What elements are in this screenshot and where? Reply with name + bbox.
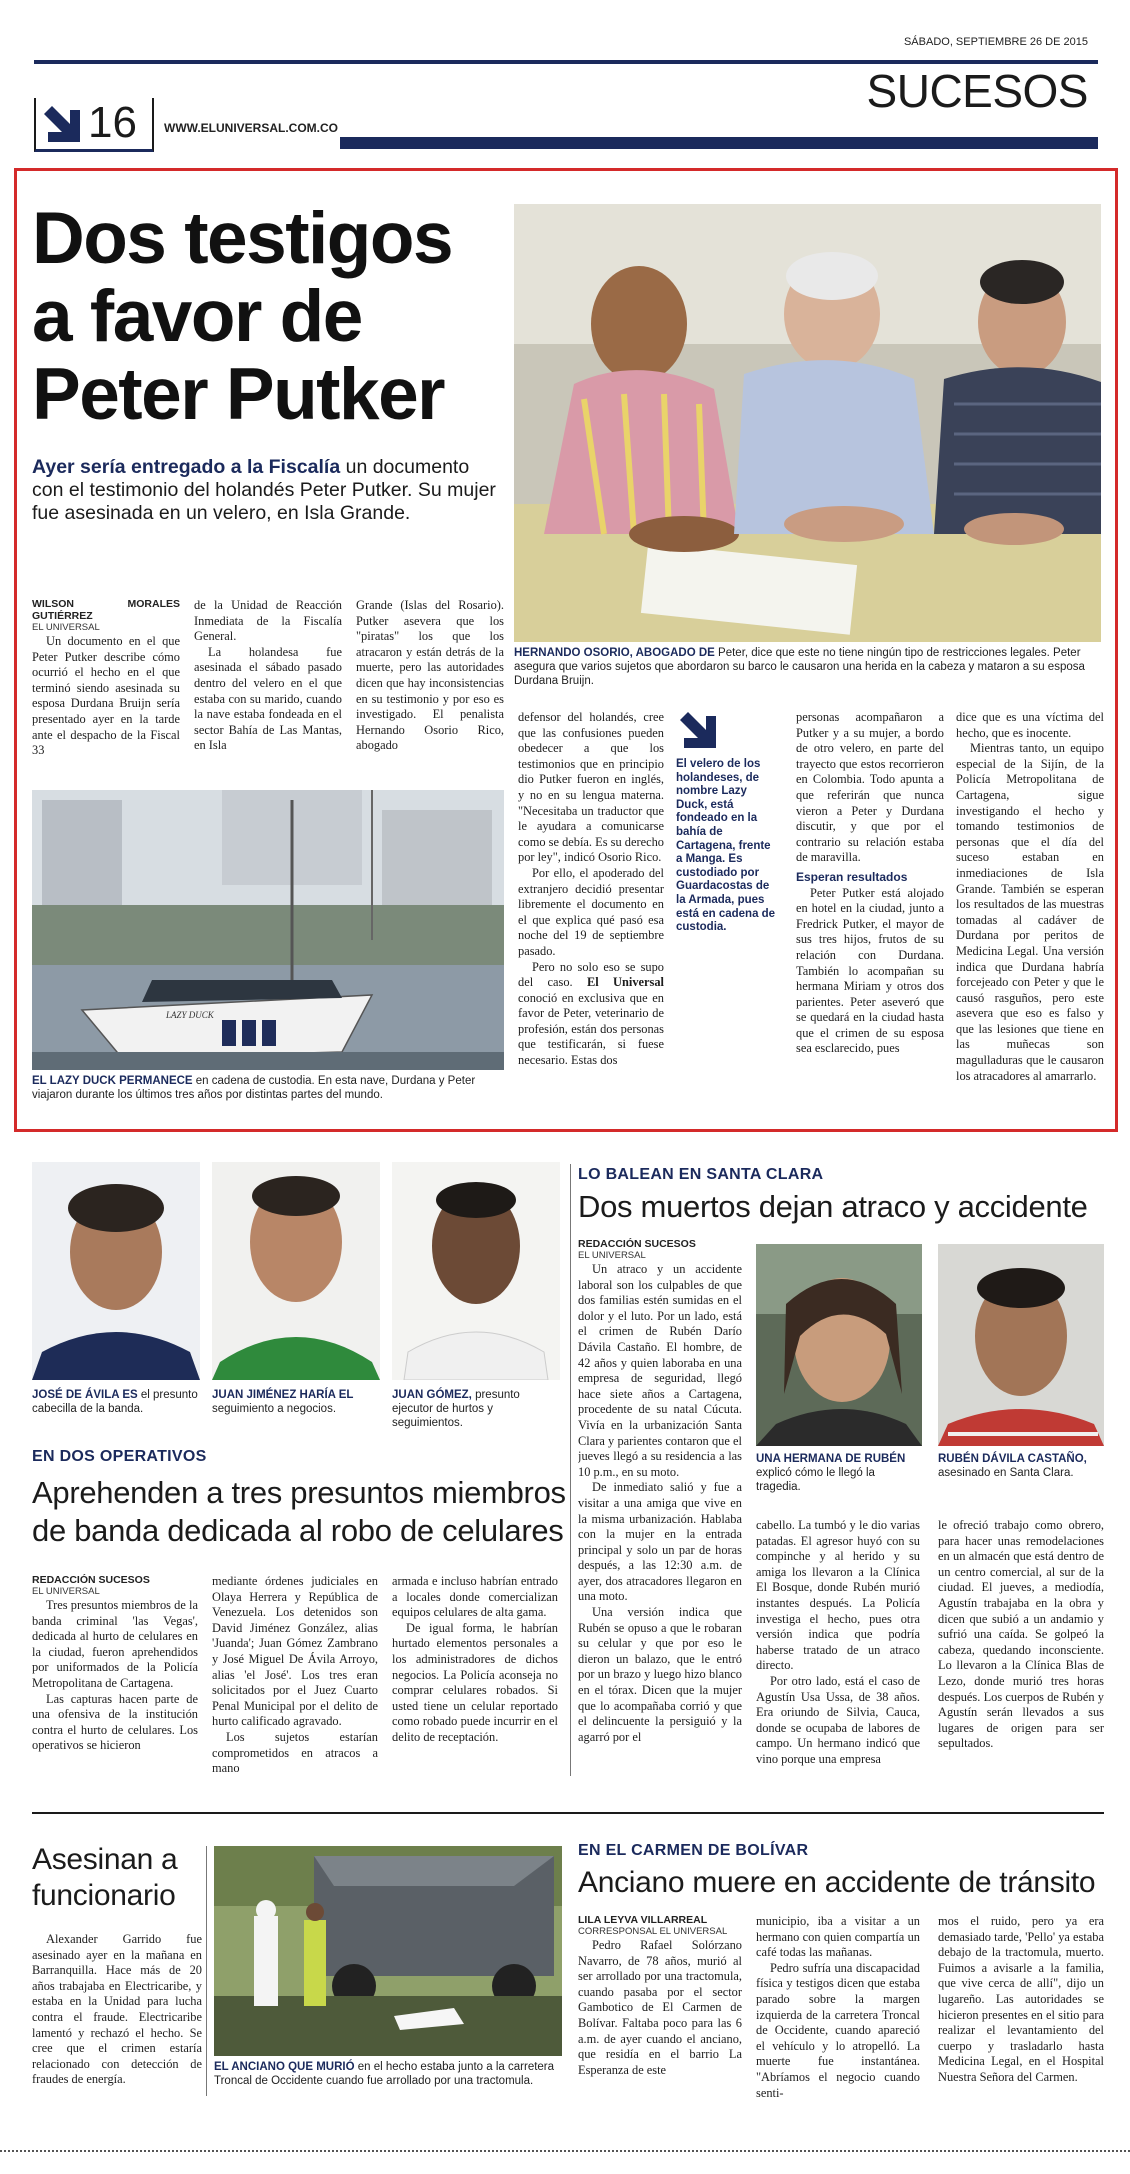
lead-col-3 <box>356 598 504 760</box>
carmen-bysource: CORRESPONSAL EL UNIVERSAL <box>578 1926 728 1937</box>
santa-clara-col-1 <box>578 1238 742 1778</box>
bottom-section-rule <box>32 1812 1104 1814</box>
sister-photo <box>756 1244 922 1446</box>
boat-name-label: LAZY DUCK <box>166 1010 214 1020</box>
mugshot-juan-jimenez <box>212 1162 380 1380</box>
ruben-photo-caption <box>938 1452 1104 1480</box>
lawyer-photo-caption <box>514 646 1100 688</box>
lead-col-4-text-c-pre: Pero no solo eso se supo del caso. <box>518 959 664 990</box>
lawyer-photo <box>514 204 1101 642</box>
accident-photo-caption <box>214 2060 562 2088</box>
lead-deck <box>32 456 502 525</box>
mugshot-caption-juan-gomez-text: presunto ejecutor de hurtos y seguimientos. <box>392 1389 520 1429</box>
mugshot-caption-jose <box>32 1388 200 1416</box>
santa-clara-col-3-text: le ofreció trabajo como obrero, para hacer unas remodelaciones en un almacén que está dentro de un centro comercial, al sur de la ciudad. El jueves, a mediodía, Agustín trabajaba en la obra y dicen que subió a un andamio y sufrió una caída. Se golpeó la cabeza, quedando inconsciente. Lo llevaron a la Clínica Blas de Lezo, donde murió tres horas después. Los cuerpos de Rubén y Agustín serán llevados a sus lugares de origen para ser sepultados. <box>938 1518 1104 1751</box>
mugshot-caption-jose-text: el presunto cabecilla de la banda. <box>32 1389 198 1415</box>
boat-caption-lead: EL LAZY DUCK PERMANECE <box>32 1075 193 1087</box>
lead-col-2 <box>194 598 342 760</box>
ruben-caption-lead: RUBÉN DÁVILA CASTAÑO, <box>938 1453 1087 1465</box>
page-number: 16 <box>88 98 137 147</box>
page-number-box <box>34 98 154 152</box>
website-url[interactable]: WWW.ELUNIVERSAL.COM.CO <box>164 121 338 135</box>
mugshot-caption-juan-jimenez <box>212 1388 380 1416</box>
sidebar-note-box <box>676 708 780 938</box>
gang-col-2 <box>212 1574 378 1792</box>
lead-col-1-text: Un documento en el que Peter Putker describe cómo ocurrió el hecho en el que terminó siendo asesinada su esposa Durdana Bruijn sería presentado ayer en la tarde ante el despacho de la Fiscal 33 <box>32 634 180 758</box>
ruben-caption-text: asesinado en Santa Clara. <box>938 1467 1074 1479</box>
gang-bysource: EL UNIVERSAL <box>32 1586 100 1597</box>
carmen-byline: LILA LEYVA VILLARREAL <box>578 1914 708 1926</box>
ruben-photo <box>938 1244 1104 1446</box>
carmen-col-2-text-b: Pedro sufría una discapacidad física y testigos dicen que estaba parado sobre la margen izquierda de la carretera Troncal de Occidente, cuando apareció el vehículo y lo atropelló. La muerte fue instantánea. "Abríamos el negocio cuando senti- <box>756 1960 920 2100</box>
gang-headline: Aprehenden a tres presuntos miembros de banda dedicada al robo de celulares <box>32 1475 566 1548</box>
lead-col-1 <box>32 598 180 760</box>
lead-col-2-text-b: La holandesa fue asesinada el sábado pasado dentro del velero en el que estaba con su marido, cuando la nave estaba fondeada en el sector Bahía de Las Mantas, en Isla <box>194 644 342 753</box>
mugshot-caption-juan-jimenez-lead: JUAN JIMÉNEZ HARÍA EL <box>212 1389 354 1401</box>
header-bottom-rule <box>340 137 1098 149</box>
lead-bysource: EL UNIVERSAL <box>32 622 100 633</box>
official-headline: Asesinan a funcionario <box>32 1843 178 1912</box>
official-body-text: Alexander Garrido fue asesinado ayer en la mañana en Barranquilla. Hace más de 20 años trabajaba en Electricaribe, y estaba en la Unidad para lucha contra el fraude. Electricaribe lamentó y rechazó el hecho. Se cree que el crimen estaría relacionado con detección de fraudes de energía. <box>32 1932 202 2087</box>
lead-deck-highlight: Ayer sería entregado a la Fiscalía <box>32 456 341 478</box>
lead-col-5-subhead: Esperan resultados <box>796 869 908 884</box>
lead-col-2-text-a: de la Unidad de Reacción Inmediata de la Fiscalía General. <box>194 598 342 644</box>
mugshot-caption-jose-lead: JOSÉ DE ÁVILA ES <box>32 1389 138 1401</box>
sister-caption-text: explicó cómo le llegó la tragedia. <box>756 1467 875 1493</box>
carmen-col-1-text: Pedro Rafael Solórzano Navarro, de 78 años, murió al ser arrollado por una tractomula, cuando pasaba por el sector Gambotico de El Carmen de Bolívar. Faltaba poco para las 6 a.m. de ayer cuando el anciano, que residía en el barrio La Esperanza de este <box>578 1938 742 2077</box>
santa-clara-col-2-text-a: cabello. La tumbó y le dio varias patadas. El agresor huyó con su compinche y al herido y su amiga los llevaron a la Clínica El Bosque, donde Rubén murió instantes después. La Policía investiga el hecho, pues otra versión indica que podría haberse tratado de un atraco directo. <box>756 1518 920 1673</box>
santa-clara-col-2 <box>756 1518 920 1778</box>
lead-col-6-text-b: Mientras tanto, un equipo especial de la Sijín, de la Policía Metropolitana de Cartagena, sigue investigando el hecho y tomando testimonios de personas que el día del suceso estaban en inmediaciones de Isla Grande. También se esperan los resultados de las muestras tomadas al cadáver de Durdana por peritos de Medicina Legal. Una versión indica que Durdana habría forcejeado con Peter y que le causó rasguños, pero este asevera que eso es falso y que las lesiones que tiene en las muñecas son magulladuras que le causaron los atracadores al amarrarlo. <box>956 741 1104 1083</box>
gang-col-1-text-a: Tres presuntos miembros de la banda criminal 'las Vegas', dedicada al hurto de celulares en la ciudad, fueron aprehendidos por uniformados de la Policía Metropolitana de Cartagena. <box>32 1598 198 1690</box>
gang-col-3-text-b: De igual forma, le habrían hurtado elementos personales a los administradores de dichos negocios. La Policía aconseja no comprar celulares robados. Si usted tiene un celular reportado como robado puede incurrir en el delito de receptación. <box>392 1620 558 1744</box>
carmen-col-1 <box>578 1914 742 2104</box>
bottom-column-divider <box>206 1846 207 2096</box>
accident-caption-lead: EL ANCIANO QUE MURIÓ <box>214 2061 355 2073</box>
middle-column-divider <box>570 1164 571 1776</box>
lead-col-4-text-c-bold: El Universal <box>586 975 664 990</box>
gang-col-1 <box>32 1574 198 1792</box>
gang-col-2-text-b: Los sujetos estarían comprometidos en atracos a mano <box>212 1729 378 1776</box>
santa-clara-col-2-text-b: Por otro lado, está el caso de Agustín Usa Ussa, de 38 años. Era oriundo de Silvia, Cauca, donde se ocupaba de labores de campo. Un hermano indicó que vino porque una empresa <box>756 1673 920 1766</box>
accident-caption-text: en el hecho estaba junto a la carretera Troncal de Occidente cuando fue arrollado por una tractomula. <box>214 2061 555 2087</box>
lead-col-5 <box>796 710 944 1104</box>
santa-clara-bysource: EL UNIVERSAL <box>578 1250 646 1261</box>
mugshot-caption-juan-jimenez-text: seguimiento a negocios. <box>212 1403 337 1415</box>
lawyer-caption-lead: HERNANDO OSORIO, ABOGADO DE <box>514 647 715 659</box>
sidebar-note-text: El velero de los holandeses, de nombre Lazy Duck, está fondeado en la bahía de Cartagena, frente a Manga. Es custodiado por Guardacostas de la Armada, pues está en cadena de custodia. <box>676 758 776 934</box>
mugshot-juan-gomez <box>392 1162 560 1380</box>
carmen-col-2-text-a: municipio, iba a visitar a un hermano con quien compartía un café todas las mañanas. <box>756 1914 920 1960</box>
santa-clara-headline: Dos muertos dejan atraco y accidente <box>578 1189 1088 1224</box>
santa-clara-col-1-text-b: De inmediato salió y fue a visitar a una amiga que vive en la misma urbanización. Hablaba con la mujer en la entrada principal y solo un par de horas después, a las 12:30 a.m. de ayer, dos atracadores llegaron en una moto. <box>578 1480 742 1604</box>
lead-col-6-text-a: dice que es una víctima del hecho, que es inocente. <box>956 710 1104 740</box>
boat-photo <box>32 790 504 1070</box>
arrow-down-right-icon <box>40 102 84 146</box>
arrow-down-right-icon <box>676 708 720 752</box>
carmen-col-3 <box>938 1914 1104 2104</box>
sister-caption-lead: UNA HERMANA DE RUBÉN <box>756 1453 906 1465</box>
lead-col-3-text: Grande (Islas del Rosario). Putker asevera que los "piratas" los que los atracaron y están detrás de la muerte, pero las autoridades dicen que hay inconsistencias en su testimonio y por eso es investigado. El penalista Hernando Osorio Rico, abogado <box>356 598 504 753</box>
accident-photo <box>214 1846 562 2056</box>
lead-col-5-text-a: personas acompañaron a Putker y a su mujer, a bordo de otro velero, en parte del trayecto que estos recorrieron en Colombia. Todo apunta a que referirán que nunca vieron a Peter y Durdana discutir, y que por el contrario su relación estaba de maravilla. <box>796 710 944 865</box>
santa-clara-col-3 <box>938 1518 1104 1778</box>
gang-col-3-text-a: armada e incluso habrían entrado a locales donde comercializan equipos celulares de alta gama. <box>392 1574 558 1620</box>
lead-headline: Dos testigos a favor de Peter Putker <box>32 198 453 435</box>
gang-byline: REDACCIÓN SUCESOS <box>32 1574 150 1586</box>
mugshot-jose <box>32 1162 200 1380</box>
gang-col-3 <box>392 1574 558 1792</box>
publication-date: SÁBADO, SEPTIEMBRE 26 DE 2015 <box>903 36 1088 48</box>
gang-col-1-text-b: Las capturas hacen parte de una ofensiva de la institución contra el hurto de celulares. Los operativos se hicieron <box>32 1691 198 1753</box>
carmen-kicker: EN EL CARMEN DE BOLÍVAR <box>578 1842 809 1859</box>
lead-col-6 <box>956 710 1104 1104</box>
section-title: SUCESOS <box>866 65 1088 117</box>
lawyer-caption-text: Peter, dice que este no tiene ningún tipo de restricciones legales. Peter asegura que varios sujetos que abordaron su barco le causaron una herida en la cabeza y mataron a su esposa Durdana Bruijn. <box>514 647 1085 687</box>
boat-photo-caption <box>32 1074 504 1102</box>
sister-photo-caption <box>756 1452 922 1494</box>
lead-col-4-text-c-post: conoció en exclusiva que en favor de Peter, veterinario de profesión, están dos personas que testificarán, si fuese necesario. Estas dos <box>518 990 664 1068</box>
lead-col-4-text-b: Por ello, el apoderado del extranjero decidió presentar libremente el documento en el que explica qué pasó esa noche del 19 de septiembre pasado. <box>518 865 664 958</box>
gang-col-2-text-a: mediante órdenes judiciales en Olaya Herrera y República de Venezuela. Los detenidos son David Jiménez González, alias 'Juanda'; Juan Gómez Zambrano y José Miguel De Ávila Arroyo, alias 'el José'. Los tres eran solicitados por el Juez Cuarto Penal Municipal por el delito de hurto calificado agravado. <box>212 1574 378 1729</box>
santa-clara-col-1-text-c: Una versión indica que Rubén se opuso a que le robaran su celular y que por eso le dieron un balazo, que le entró por un brazo y luego hizo blanco en el tórax. Dicen que la mujer que lo acompañaba corrió y que el delincuente la persiguió y la agarró por el <box>578 1605 742 1744</box>
lead-col-4-text-c <box>518 960 664 1069</box>
mugshot-caption-juan-gomez <box>392 1388 560 1430</box>
carmen-col-3-text: mos el ruido, pero ya era demasiado tarde, 'Pello' ya estaba debajo de la tractomula, muerto. Fuimos a avisarle a la familia, que vive cerca de allí", dijo un lugareño. Las autoridades se hicieron presentes en el sitio para realizar el levantamiento del cuerpo y trasladarlo hasta Medicina Legal, en el Hospital Nuestra Señora del Carmen. <box>938 1914 1104 2084</box>
santa-clara-kicker: LO BALEAN EN SANTA CLARA <box>578 1166 824 1183</box>
carmen-col-2 <box>756 1914 920 2104</box>
gang-kicker: EN DOS OPERATIVOS <box>32 1448 207 1465</box>
carmen-headline: Anciano muere en accidente de tránsito <box>578 1866 1096 1899</box>
lead-col-5-text-b: Peter Putker está alojado en hotel en la ciudad, junto a Fredrick Putker, el mayor de sus tres hijos, frutos de su relación con Durdana. También lo acompañan su hermana Miriam y otros dos parientes. Peter aseveró que se quedará en la ciudad hasta que el crimen de su esposa sea esclarecido, pues <box>796 885 944 1056</box>
santa-clara-col-1-text-a: Un atraco y un accidente laboral son los culpables de que dos familias estén sumidas en el dolor y el luto. Por un lado, está el crimen de Rubén Darío Dávila Castaño. El hombre, de 42 años y quien laboraba en una empresa de seguridad, llegó hace siete años a Cartagena, procedente de su natal Cúcuta. Vivía en la urbanización Santa Clara y parientes contaron que el jueves llegó a su residencia a las 10 p.m., en su moto. <box>578 1262 742 1479</box>
santa-clara-byline: REDACCIÓN SUCESOS <box>578 1238 696 1250</box>
lead-byline: WILSON MORALES GUTIÉRREZ <box>32 598 180 622</box>
lead-deck-text: un documento con el testimonio del holandés Peter Putker. Su mujer fue asesinada en un velero, en Isla Grande. <box>32 456 496 524</box>
lead-col-4 <box>518 710 664 1104</box>
boat-caption-text: en cadena de custodia. En esta nave, Durdana y Peter viajaron durante los últimos tres años por distintas partes del mundo. <box>32 1075 476 1101</box>
official-body <box>32 1932 202 2102</box>
mugshot-caption-juan-gomez-lead: JUAN GÓMEZ, <box>392 1389 472 1401</box>
lead-col-4-text-a: defensor del holandés, cree que las confusiones pueden obedecer a que los testimonios que en principio dio Putker fueron en inglés, y no en su lengua materna. "Necesitaba un traductor que le ayudara a comunicarse como se debía. Es su derecho por ley", indicó Osorio Rico. <box>518 710 664 865</box>
page-bottom-rule <box>0 2150 1130 2154</box>
